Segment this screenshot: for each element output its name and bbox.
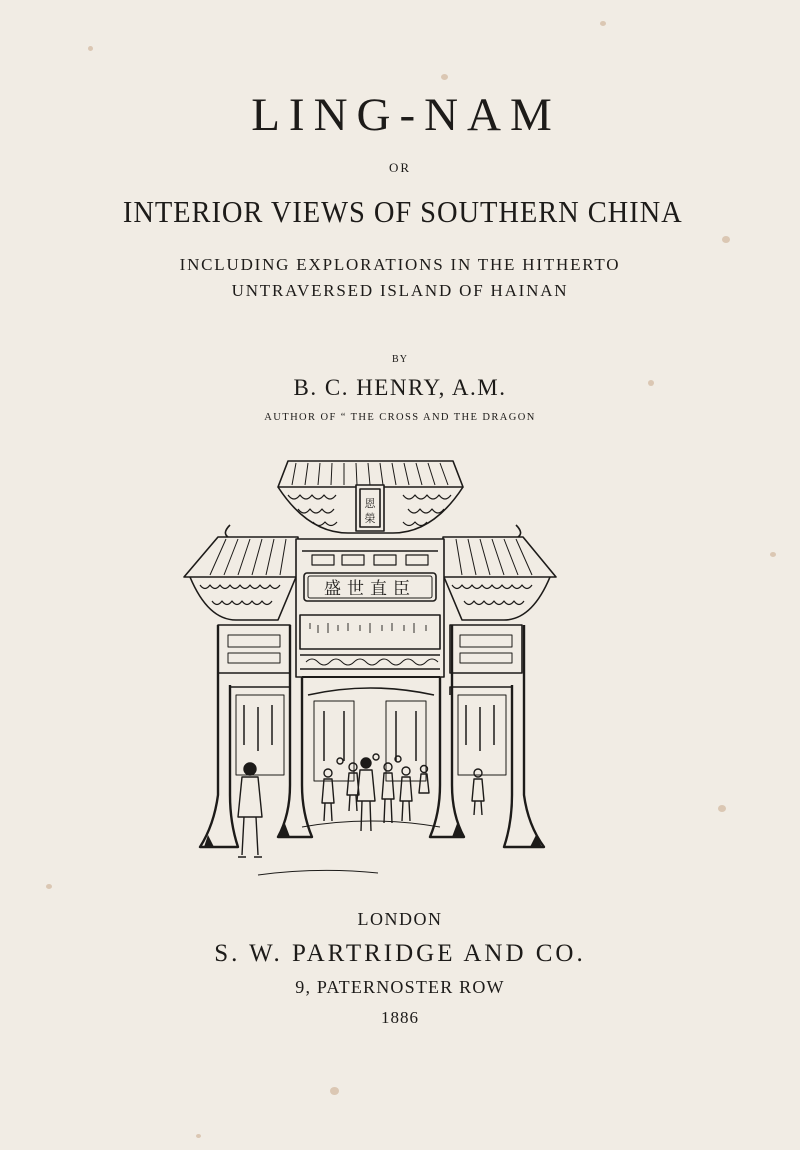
foxing-spot bbox=[88, 46, 93, 51]
svg-text:恩: 恩 bbox=[364, 497, 376, 510]
foxing-spot bbox=[718, 805, 726, 812]
svg-text:盛世直臣: 盛世直臣 bbox=[324, 579, 416, 599]
title-conjunction: OR bbox=[388, 160, 412, 175]
foxing-spot bbox=[196, 1134, 201, 1138]
foxing-spot bbox=[770, 552, 776, 557]
publisher-name: S. W. PARTRIDGE AND CO. bbox=[214, 940, 586, 967]
publication-city: LONDON bbox=[357, 909, 443, 929]
publication-year: 1886 bbox=[381, 1008, 419, 1027]
author-name: B. C. HENRY, A.M. bbox=[293, 375, 507, 400]
chinese-memorial-archway-icon bbox=[178, 455, 563, 880]
publisher-address: 9, PATERNOSTER ROW bbox=[295, 977, 505, 997]
svg-text:榮: 榮 bbox=[364, 512, 376, 525]
subtitle-line: UNTRAVERSED ISLAND OF HAINAN bbox=[231, 281, 569, 300]
foxing-spot bbox=[46, 884, 52, 889]
book-subtitle: INTERIOR VIEWS OF SOUTHERN CHINA bbox=[122, 194, 683, 229]
book-title: LING-NAM bbox=[251, 89, 561, 141]
foxing-spot bbox=[600, 21, 606, 26]
by-label: BY bbox=[392, 354, 408, 365]
foxing-spot bbox=[722, 236, 730, 243]
foxing-spot bbox=[330, 1087, 339, 1095]
author-previous-work: AUTHOR OF “ THE CROSS AND THE DRAGON bbox=[264, 412, 536, 423]
foxing-spot bbox=[441, 74, 448, 80]
subtitle-line: INCLUDING EXPLORATIONS IN THE HITHERTO bbox=[179, 255, 621, 274]
